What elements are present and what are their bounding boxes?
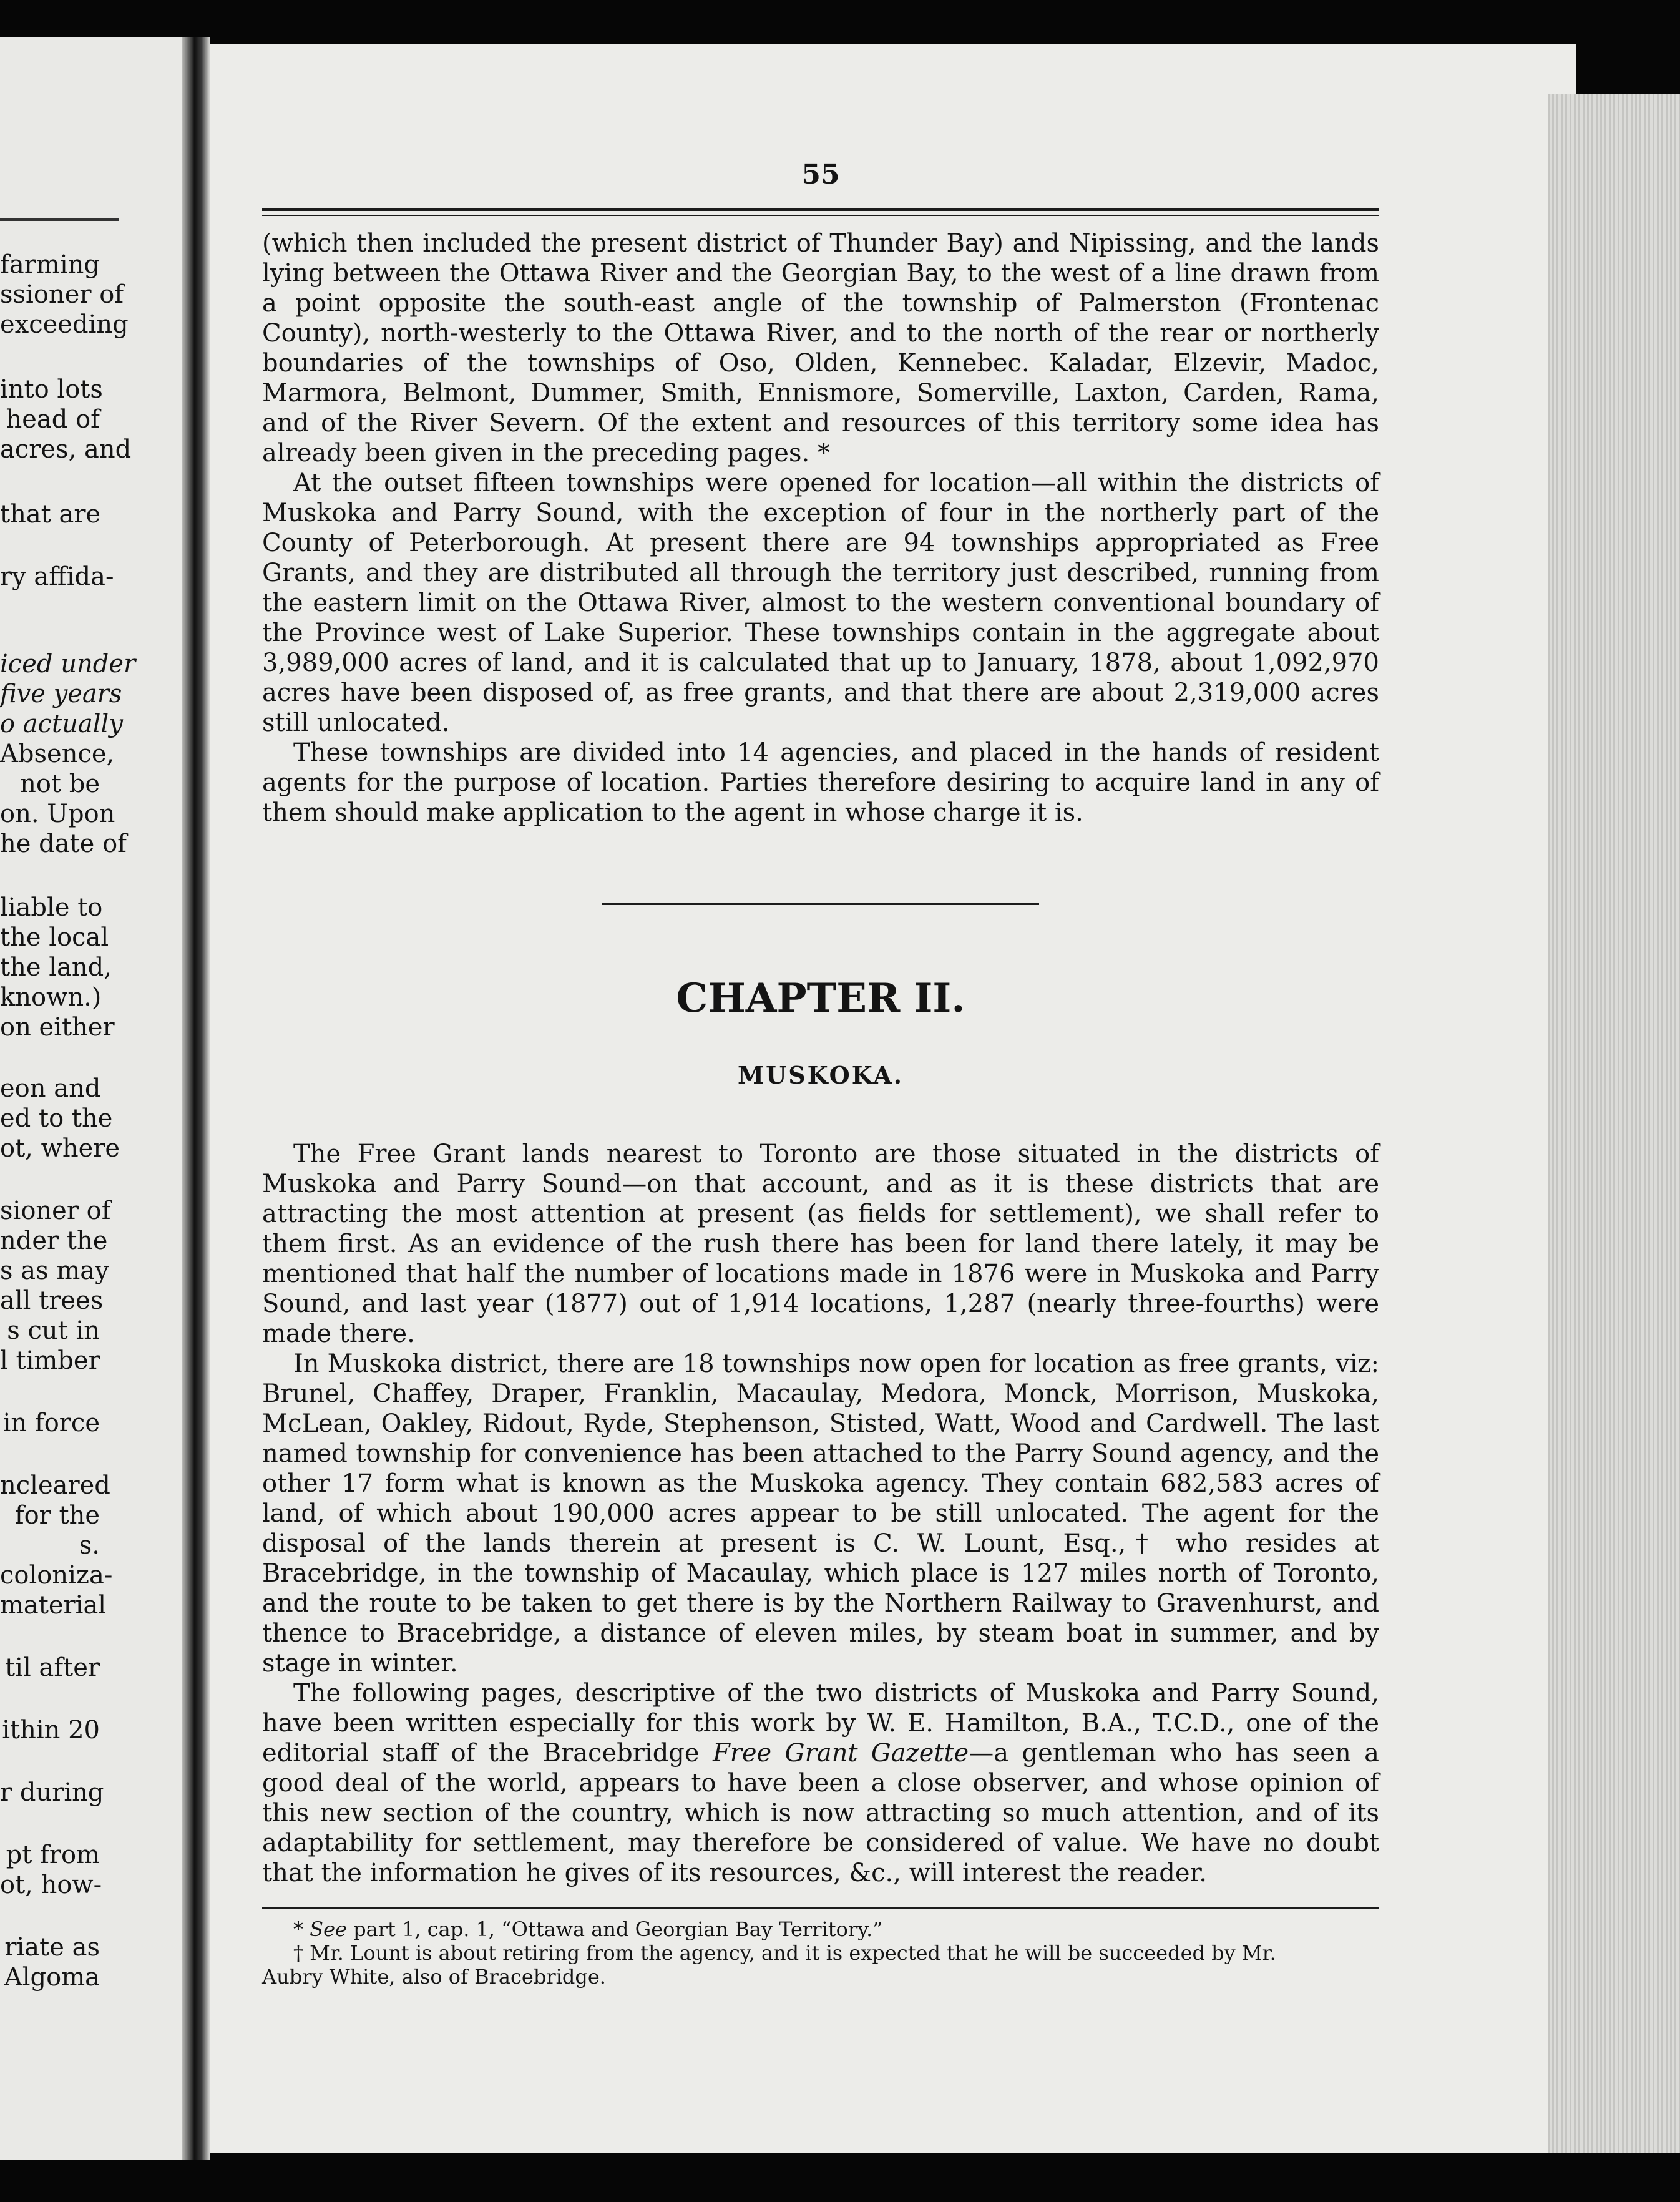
facing-page-line: iced under <box>0 650 136 678</box>
header-rule <box>262 208 1379 216</box>
intro-paragraph-2: At the outset fifteen townships were opened for location—all within the districts of Muskoka and Parry Sound, with the exception of four in the northerly part of the County of Peterborough. At present there are 94 townships appropriated as Free Grants, and they are distributed all through the territory just described, running from the eastern limit on the Ottawa River, almost to the western conventional boundary of the Province west of Lake Superior. These townships contain in the aggregate about 3,989,000 acres of land, and it is calculated that up to January, 1878, about 1,092,970 acres have been disposed of, as free grants, and that there are about 2,319,000 acres still unlocated. <box>262 469 1379 737</box>
paragraph-text: —a gentleman who has seen a good deal of the world, appears to have been a close observer, and whose opinion of this new section of the country, which is now attracting so much attention, and of its adaptability for settlement, may therefore be considered of value. We have no doubt that the information he gives of its resources, &c., will interest the reader. <box>262 1739 1379 1887</box>
facing-page-line: five years <box>0 680 122 708</box>
facing-page-line: ed to the <box>0 1104 113 1133</box>
facing-page-line: til after <box>5 1653 100 1682</box>
facing-page-line: s as may <box>0 1256 109 1285</box>
facing-page-line: s. <box>79 1531 100 1560</box>
intro-paragraph-3: These townships are divided into 14 agencies, and placed in the hands of resident agents for the purpose of location. Parties therefore desiring to acquire land in any of them should make application to the agent in whose charge it is. <box>262 738 1379 827</box>
facing-page-line: pt from <box>6 1841 100 1869</box>
facing-page-line: for the <box>14 1501 100 1530</box>
facing-page-line: the land, <box>0 953 112 982</box>
facing-page-line: r during <box>0 1778 104 1807</box>
facing-page-line: in force <box>2 1409 100 1437</box>
facing-page-line: ot, how- <box>0 1871 102 1899</box>
facing-page-line: not be <box>20 770 100 798</box>
facing-page <box>0 37 187 2160</box>
facing-page-line: exceeding <box>0 310 129 339</box>
footnote-2-continued: Aubry White, also of Bracebridge. <box>262 1965 606 1989</box>
facing-page-line: head of <box>6 405 100 434</box>
paragraph-text: The following pages, descriptive of the two districts of Muskoka and Parry Sound, have been written especially for this work by W. E. Hamilton, B.A., T.C.D., one of the editorial staff of the Bracebridge <box>262 1679 1379 1768</box>
chapter-paragraph-2: In Muskoka district, there are 18 townships now open for location as free grants, viz: Brunel, Chaffey, Draper, Franklin, Macaulay, Medora, Monck, Morrison, Muskoka, McLean, Oakley, Ridout, Ryde, Stephenson, Stisted, Watt, Wood and Cardwell. The last named township for convenience has been attached to the Parry Sound agency, and the other 17 form what is known as the Muskoka agency. They contain 682,583 acres of land, of which about 190,000 acres appear to be still unlocated. The agent for the disposal of the lands therein at present is C. W. Lount, Esq.,† who resides at Bracebridge, in the township of Macaulay, which place is 127 miles north of Toronto, and the route to be taken to get there is by the Northern Railway to Gravenhurst, and thence to Bracebridge, a distance of eleven miles, by steam boat in summer, and by stage in winter. <box>262 1349 1379 1678</box>
facing-page-line: the local <box>0 923 109 952</box>
facing-page-line: material <box>0 1591 107 1620</box>
chapter-paragraph-3 <box>262 1678 1379 1888</box>
facing-page-line: ncleared <box>0 1471 110 1500</box>
book-gutter <box>182 37 210 2160</box>
facing-page-line: Algoma <box>4 1963 100 1992</box>
facing-page-line: farming <box>0 250 100 279</box>
facing-page-line: riate as <box>4 1933 100 1962</box>
facing-page-line: nder the <box>0 1226 108 1255</box>
chapter-paragraph-1: The Free Grant lands nearest to Toronto are those situated in the districts of Muskoka and Parry Sound—on that account, and as it is these districts that are attracting the most attention at present (as fields for settlement), we shall refer to them first. As an evidence of the rush there has been for land there lately, it may be mentioned that half the number of locations made in 1876 were in Muskoka and Parry Sound, and last year (1877) out of 1,914 locations, 1,287 (nearly three-fourths) were made there. <box>262 1140 1379 1348</box>
page-edges <box>1548 94 1680 2153</box>
facing-page-line: on either <box>0 1013 115 1042</box>
footnote-1 <box>293 1917 1379 1941</box>
facing-page-line: Absence, <box>0 740 115 768</box>
footnote-rule <box>262 1907 1379 1909</box>
facing-page-line: all trees <box>0 1286 104 1315</box>
page-content <box>262 150 1379 1989</box>
facing-page-rule <box>0 218 119 221</box>
facing-page-line: on. Upon <box>0 800 115 828</box>
intro-paragraph-1: (which then included the present district of Thunder Bay) and Nipissing, and the lands lying between the Ottawa River and the Georgian Bay, to the west of a line drawn from a point opposite the south-east angle of the township of Palmerston (Frontenac County), north-westerly to the Ottawa River, and to the north of the rear or northerly boundaries of the townships of Oso, Olden, Kennebec. Kaladar, Elzevir, Madoc, Marmora, Belmont, Dummer, Smith, Ennismore, Somerville, Laxton, Carden, Rama, and of the River Severn. Of the extent and resources of this territory some idea has already been given in the preceding pages. * <box>262 229 1379 467</box>
footnote-marker: * <box>293 1917 310 1941</box>
facing-page-line: o actually <box>0 710 123 738</box>
facing-page-line: ry affida- <box>0 562 114 591</box>
facing-page-line: liable to <box>0 893 103 922</box>
page-number: 55 <box>801 159 840 190</box>
section-separator <box>602 903 1039 905</box>
facing-page-line: that are <box>0 500 101 529</box>
footnote-2: † Mr. Lount is about retiring from the agency, and it is expected that he will be succeeded by Mr. <box>293 1941 1276 1965</box>
chapter-title: CHAPTER II. <box>676 975 965 1022</box>
facing-page-line: ot, where <box>0 1134 120 1163</box>
facing-page-line: l timber <box>0 1346 100 1375</box>
gazette-title: Free Grant Gazette <box>713 1739 969 1768</box>
facing-page-line: coloniza- <box>0 1561 113 1590</box>
facing-page-line: into lots <box>0 375 103 404</box>
footnote-text: part 1, cap. 1, “Ottawa and Georgian Bay Territory.” <box>346 1917 883 1941</box>
facing-page-line: ithin 20 <box>2 1716 100 1744</box>
facing-page-line: ssioner of <box>0 280 124 309</box>
footnote-see: See <box>310 1917 347 1941</box>
facing-page-line: he date of <box>0 829 127 858</box>
section-title: MUSKOKA. <box>738 1061 904 1089</box>
facing-page-line: s cut in <box>7 1316 100 1345</box>
facing-page-line: eon and <box>0 1074 101 1103</box>
facing-page-line: sioner of <box>0 1196 111 1225</box>
facing-page-line: known.) <box>0 983 102 1012</box>
facing-page-line: acres, and <box>0 435 132 464</box>
